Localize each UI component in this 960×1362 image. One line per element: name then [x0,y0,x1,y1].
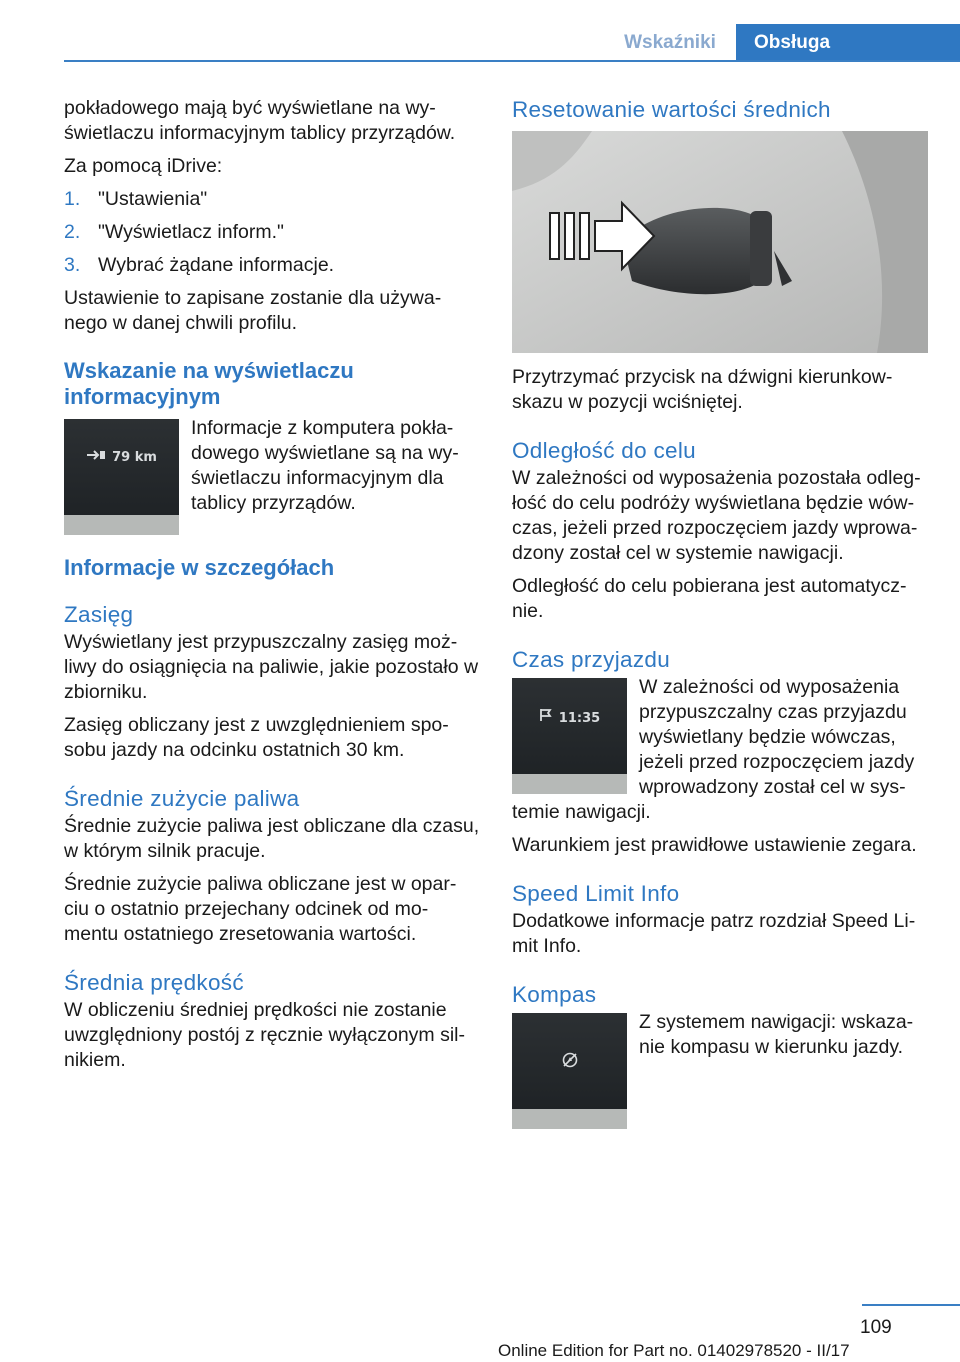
profile-paragraph: Ustawienie to zapisane zostanie dla używa-nego w danej chwili profilu. [64,287,442,334]
page-number: 109 [860,1317,892,1338]
step-number: 2. [64,221,81,243]
step-text: Wybrać żądane informacje. [98,254,335,276]
tab-obsluga[interactable]: Obsługa [736,24,960,61]
compass-icon [561,1058,579,1073]
footer-rule [862,1304,960,1306]
step-text: "Ustawienia" [98,188,208,210]
heading-reset: Resetowanie wartości średnich [512,97,831,122]
distance-paragraph-1: W zależności od wyposażenia pozostała odleg-łość do celu podróży wyświetlana będzie wów-czas, jeżeli przed rozpoczęciem jazdy wprowa-dzony został cel w systemie nawigacji. [512,467,921,564]
list-item [64,220,480,245]
step-number: 1. [64,188,81,210]
consumption-paragraph-2: Średnie zużycie paliwa obliczane jest w opar-ciu o ostatnio przejechany odcinek od mo-mentu ostatniego zresetowania wartości. [64,873,457,945]
step-text: "Wyświetlacz inform." [98,221,284,243]
arrival-readout: 11:35 [558,711,601,726]
arrival-figure-row [512,675,928,825]
right-column [512,96,928,1129]
arrival-paragraph-2: Warunkiem jest prawidłowe ustawienie zegara. [512,834,917,856]
heading-distance: Odległość do celu [512,438,696,463]
display-range-image [64,419,179,535]
left-column [64,96,480,1081]
idrive-intro: Za pomocą iDrive: [64,155,223,177]
arrival-description: W zależności od wyposażenia przypuszczalny czas przyjazdu wyświetlany będzie wówczas, jeżeli przed rozpoczęciem jazdy wprowadzony został cel w sys-temie nawigacji. [512,676,915,823]
header-rule [64,60,960,62]
reset-paragraph: Przytrzymać przycisk na dźwigni kierunkow-skazu w pozycji wciśniętej. [512,366,893,413]
heading-details: Informacje w szczegółach [64,555,335,580]
heading-compass: Kompas [512,982,597,1007]
compass-description: Z systemem nawigacji: wskaza-nie kompasu w kierunku jazdy. [639,1011,914,1058]
heading-arrival: Czas przyjazdu [512,647,671,672]
steps-list [64,187,480,278]
turn-signal-lever-photo [512,131,928,353]
heading-consumption: Średnie zużycie paliwa [64,786,300,811]
compass-image [512,1013,627,1129]
list-item [64,187,480,212]
heading-display: Wskazanie na wyświetlaczu informacyjnym [64,358,354,409]
heading-average-speed: Średnia prędkość [64,970,244,995]
distance-paragraph-2: Odległość do celu pobierana jest automatycz-nie. [512,575,907,622]
list-item [64,253,480,278]
range-paragraph-1: Wyświetlany jest przypuszczalny zasięg moż-liwy do osiągnięcia na paliwie, jakie pozostało w zbiorniku. [64,631,479,703]
display-description: Informacje z komputera pokła-dowego wyświetlane są na wy-świetlaczu informacyjnym dla tablicy przyrządów. [191,417,459,514]
flag-icon [539,708,553,726]
heading-speed-limit: Speed Limit Info [512,881,680,906]
edition-footer: Online Edition for Part no. 01402978520 - II/17 [498,1341,850,1360]
speed-limit-paragraph: Dodatkowe informacje patrz rozdział Speed Li-mit Info. [512,910,916,957]
compass-figure-row [512,1010,928,1129]
heading-range: Zasięg [64,602,134,627]
range-arrow-icon [86,449,106,465]
step-number: 3. [64,254,81,276]
speed-paragraph: W obliczeniu średniej prędkości nie zostanie uwzględniony postój z ręcznie wyłączonym sil-nikiem. [64,999,465,1071]
display-figure-row [64,416,480,535]
range-readout: 79 km [112,450,157,465]
intro-paragraph: pokładowego mają być wyświetlane na wy-świetlaczu informacyjnym tablicy przyrządów. [64,97,456,144]
consumption-paragraph-1: Średnie zużycie paliwa jest obliczane dla czasu, w którym silnik pracuje. [64,815,480,862]
range-paragraph-2: Zasięg obliczany jest z uwzględnieniem spo-sobu jazdy na odcinku ostatnich 30 km. [64,714,449,761]
arrival-time-image [512,678,627,794]
tab-wskazniki[interactable]: Wskaźniki [624,32,716,53]
